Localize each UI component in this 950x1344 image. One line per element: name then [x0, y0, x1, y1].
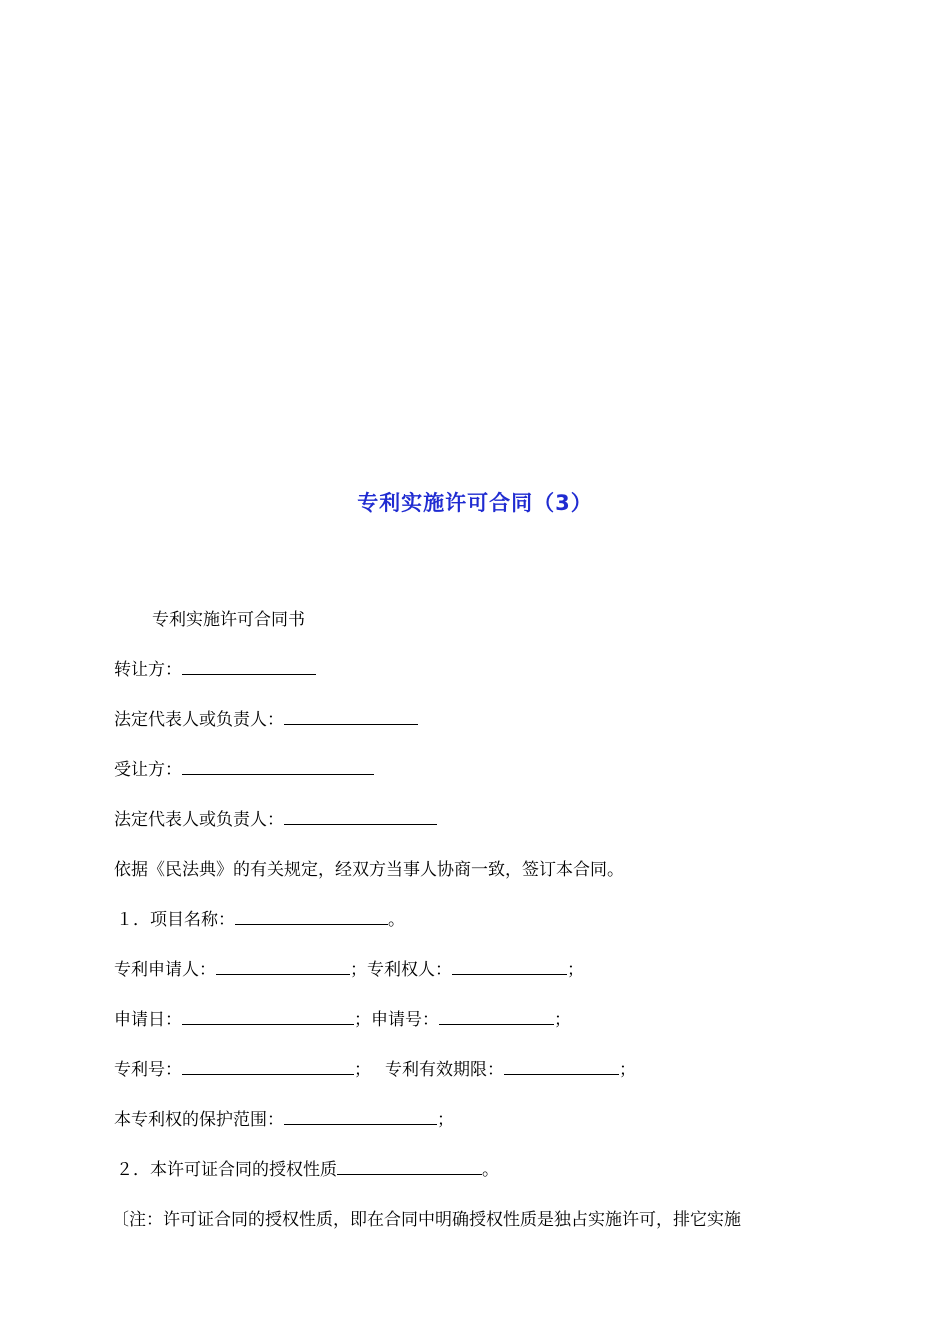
scope-label: 本专利权的保护范围：: [114, 1110, 284, 1130]
semicolon: ；: [567, 960, 584, 980]
applicant-line: [114, 958, 584, 982]
item2-label: ２．本许可证合同的授权性质: [116, 1160, 337, 1180]
application-no-label: 申请号：: [371, 1010, 439, 1030]
item1-end: 。: [388, 910, 405, 930]
scope-blank: [284, 1108, 437, 1125]
transferor-blank: [182, 658, 316, 675]
validity-label: 专利有效期限：: [385, 1060, 504, 1080]
transferee-rep-line: [114, 808, 437, 832]
item2-end: 。: [482, 1160, 499, 1180]
filing-date-blank: [182, 1008, 354, 1025]
transferee-rep-label: 法定代表人或负责人：: [114, 810, 284, 830]
item1-label: １．项目名称：: [116, 910, 235, 930]
authorization-blank: [337, 1158, 482, 1175]
semicolon: ；: [354, 1010, 371, 1030]
filing-line: [114, 1008, 571, 1032]
patent-no-blank: [182, 1058, 354, 1075]
transferee-line: [114, 758, 374, 782]
contract-heading: 专利实施许可合同书: [152, 610, 305, 630]
project-name-blank: [235, 908, 388, 925]
transferee-blank: [182, 758, 374, 775]
patentee-blank: [452, 958, 567, 975]
application-no-blank: [439, 1008, 554, 1025]
note-line: 〔注：许可证合同的授权性质，即在合同中明确授权性质是独占实施许可，排它实施: [112, 1210, 741, 1230]
applicant-blank: [216, 958, 350, 975]
applicant-label: 专利申请人：: [114, 960, 216, 980]
filing-date-label: 申请日：: [114, 1010, 182, 1030]
item1-line: [116, 908, 405, 932]
preamble: 依据《民法典》的有关规定，经双方当事人协商一致，签订本合同。: [114, 860, 624, 880]
transferee-rep-blank: [284, 808, 437, 825]
patent-no-label: 专利号：: [114, 1060, 182, 1080]
transferor-rep-line: [114, 708, 418, 732]
document-title: 专利实施许可合同（3）: [357, 491, 593, 515]
transferee-label: 受让方：: [114, 760, 182, 780]
semicolon: ；: [350, 960, 367, 980]
semicolon: ；: [554, 1010, 571, 1030]
patentee-label: 专利权人：: [367, 960, 452, 980]
validity-blank: [504, 1058, 619, 1075]
transferor-line: [114, 658, 316, 682]
semicolon: ；: [437, 1110, 454, 1130]
item2-line: [116, 1158, 499, 1182]
semicolon: ；: [619, 1060, 636, 1080]
scope-line: [114, 1108, 454, 1132]
transferor-rep-label: 法定代表人或负责人：: [114, 710, 284, 730]
transferor-label: 转让方：: [114, 660, 182, 680]
transferor-rep-blank: [284, 708, 418, 725]
patent-no-line: [114, 1058, 636, 1082]
semicolon: ；: [354, 1060, 371, 1080]
